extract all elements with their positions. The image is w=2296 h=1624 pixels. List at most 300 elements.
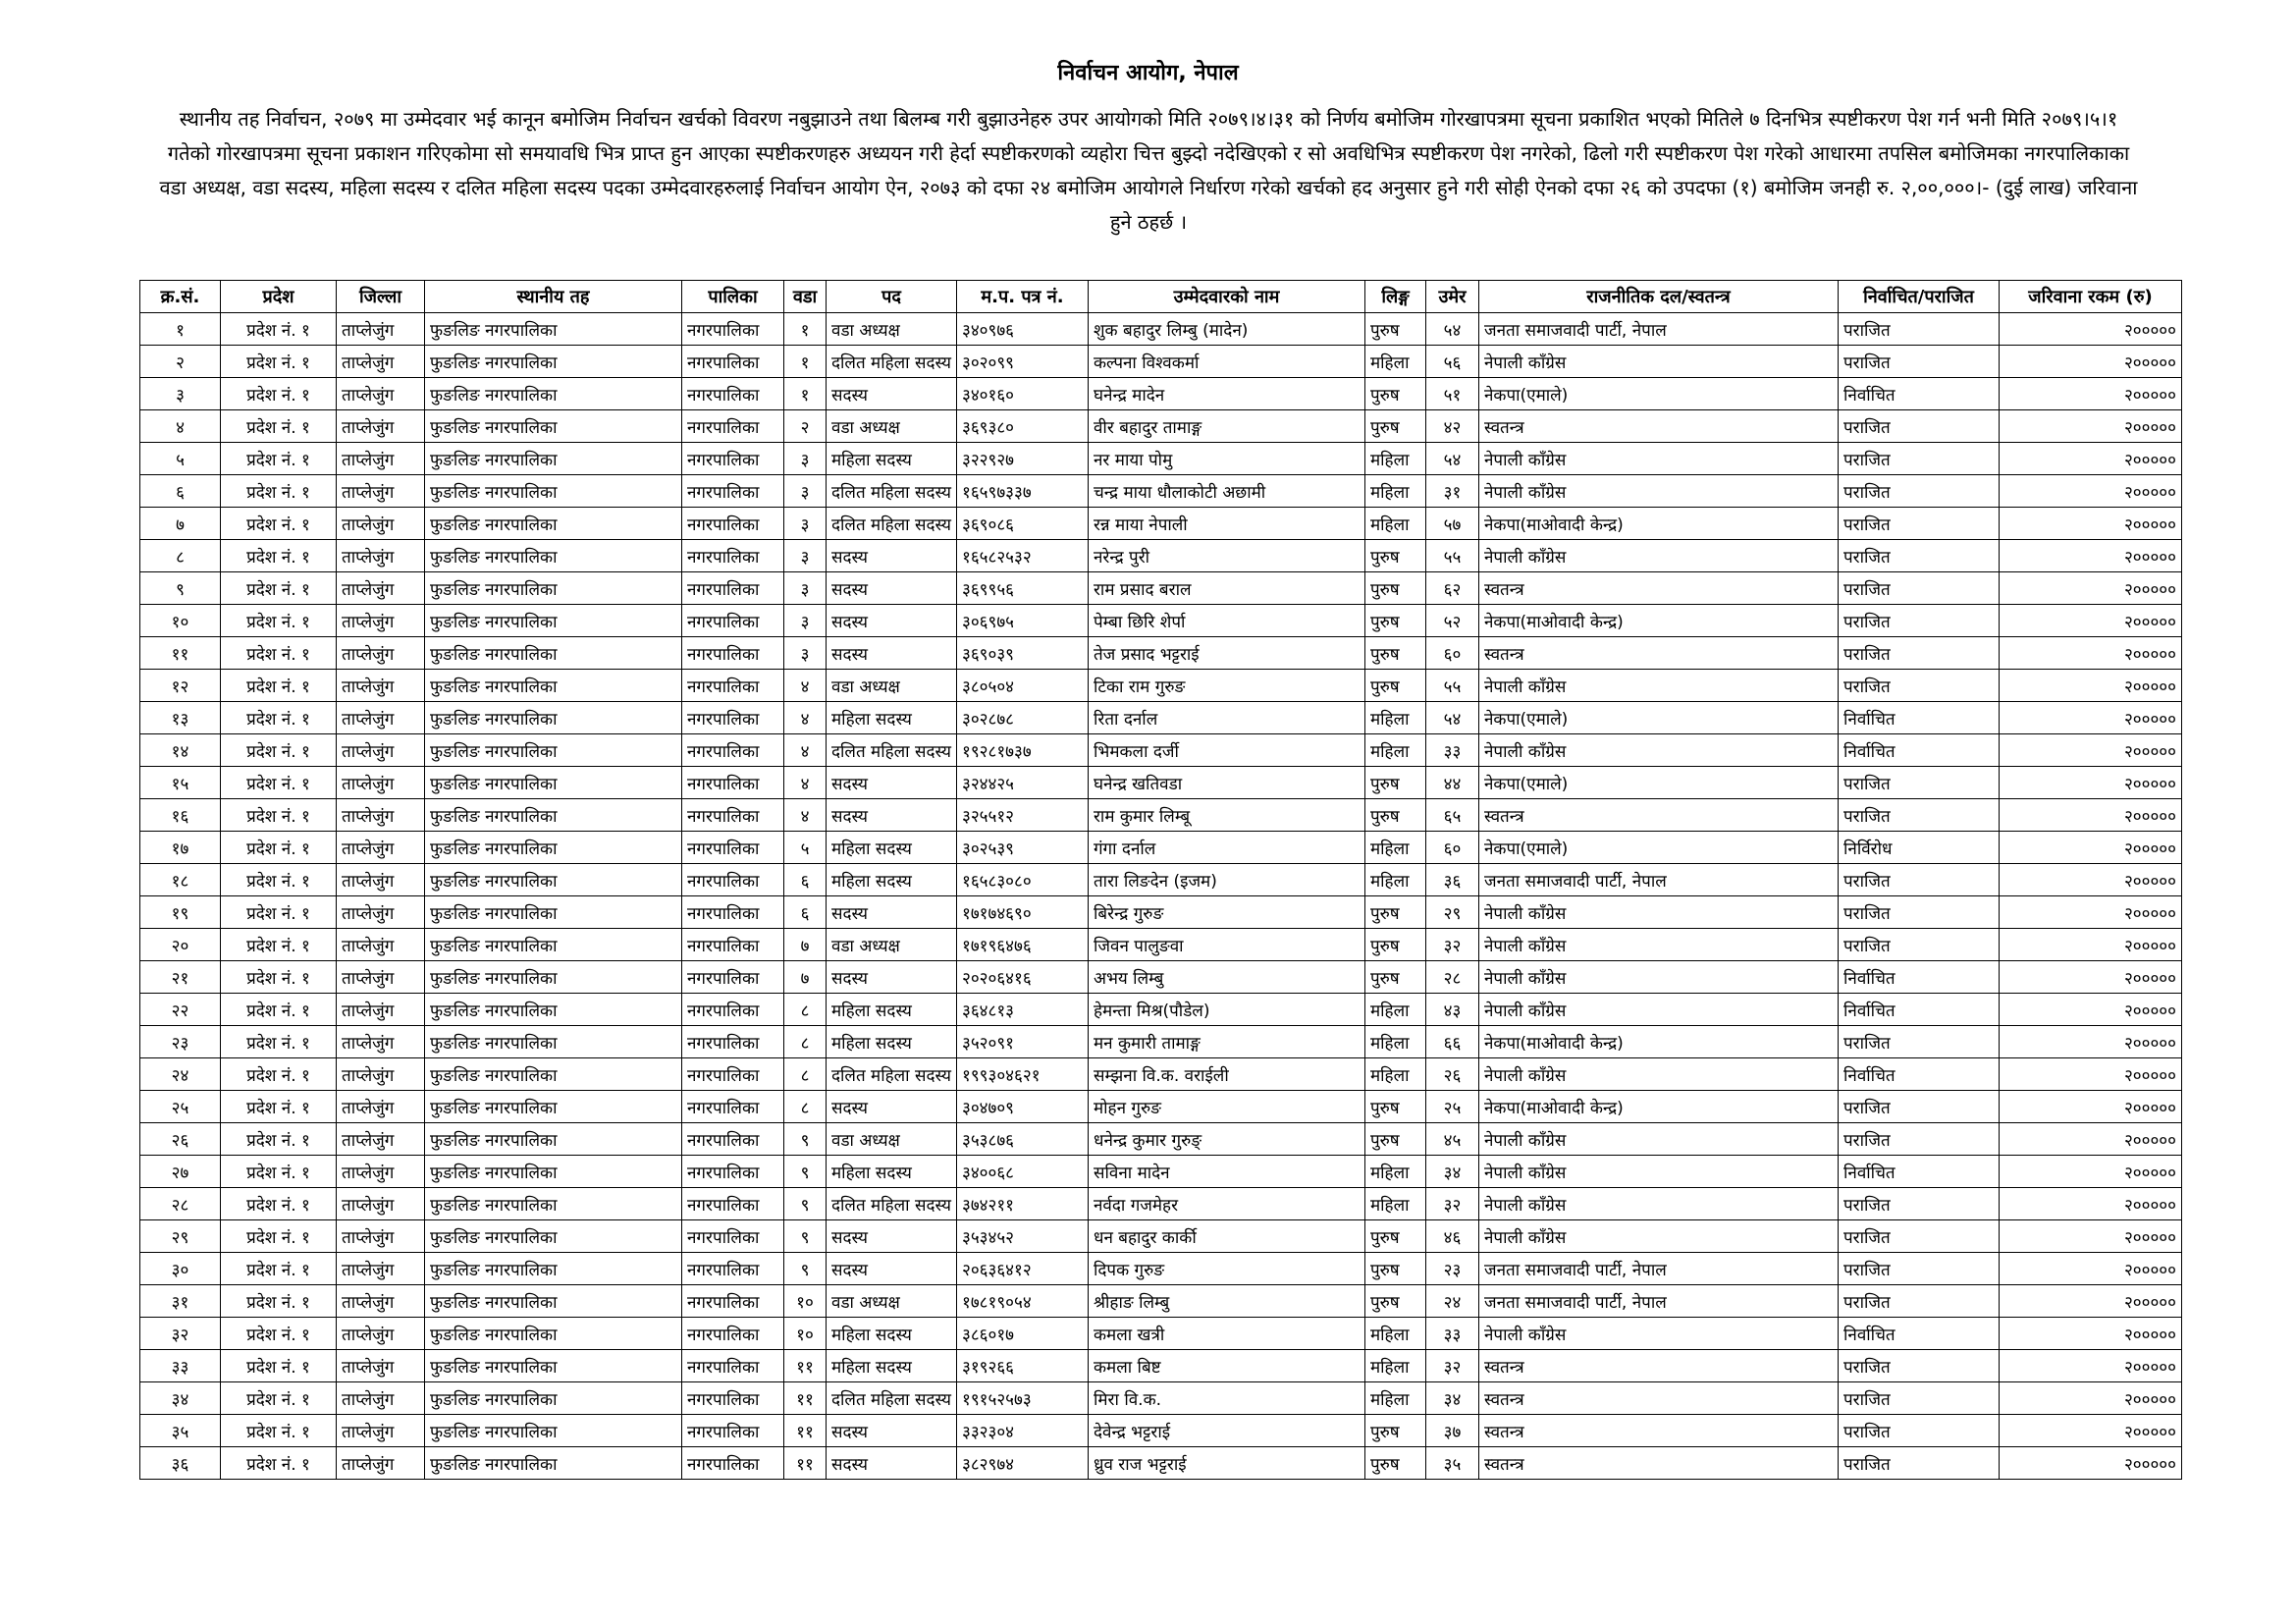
serial-cell: २७ (140, 1156, 221, 1188)
ballot-no-cell: ३६४८१३ (956, 994, 1088, 1026)
age-cell: ३२ (1425, 1350, 1478, 1382)
table-row (140, 410, 2182, 443)
fine-amount-cell: २००००० (1999, 572, 2181, 605)
post-cell: दलित महिला सदस्य (827, 508, 957, 540)
age-cell: ५४ (1425, 443, 1478, 475)
ballot-no-cell: ३६९३८० (956, 410, 1088, 443)
gender-cell: पुरुष (1364, 1253, 1425, 1285)
result-cell: निर्वाचित (1838, 702, 1999, 734)
age-cell: ३७ (1425, 1415, 1478, 1447)
ballot-no-cell: १७१९६४७६ (956, 929, 1088, 961)
result-header: निर्वाचित/पराजित (1838, 281, 1999, 313)
gender-cell: पुरुष (1364, 637, 1425, 670)
candidate-name-cell: चन्द्र माया धौलाकोटी अछामी (1088, 475, 1364, 508)
province-cell: प्रदेश नं. १ (221, 313, 337, 346)
gender-cell: पुरुष (1364, 961, 1425, 994)
local-level-cell: फुङलिङ नगरपालिका (425, 1318, 682, 1350)
gender-cell: महिला (1364, 832, 1425, 864)
palika-cell: नगरपालिका (682, 346, 784, 378)
local-level-cell: फुङलिङ नगरपालिका (425, 572, 682, 605)
district-cell: ताप्लेजुंग (337, 1220, 425, 1253)
candidate-name-cell: शुक बहादुर लिम्बु (मादेन) (1088, 313, 1364, 346)
local-level-cell: फुङलिङ नगरपालिका (425, 475, 682, 508)
ward-cell: ३ (784, 508, 827, 540)
ward-cell: ८ (784, 1026, 827, 1058)
result-cell: पराजित (1838, 475, 1999, 508)
province-cell: प्रदेश नं. १ (221, 540, 337, 572)
ballot-no-cell: ३८०५०४ (956, 670, 1088, 702)
party-cell: नेपाली काँग्रेस (1478, 1318, 1838, 1350)
local-level-cell: फुङलिङ नगरपालिका (425, 637, 682, 670)
candidate-name-cell: धनेन्द्र कुमार गुरुङ् (1088, 1123, 1364, 1156)
gender-cell: पुरुष (1364, 1123, 1425, 1156)
post-cell: सदस्य (827, 1415, 957, 1447)
ward-cell: ११ (784, 1447, 827, 1480)
candidate-name-cell: कमला खत्री (1088, 1318, 1364, 1350)
result-cell: पराजित (1838, 799, 1999, 832)
ward-cell: ४ (784, 767, 827, 799)
age-cell: ४६ (1425, 1220, 1478, 1253)
province-cell: प्रदेश नं. १ (221, 1058, 337, 1091)
candidate-name-cell: गंगा दर्नाल (1088, 832, 1364, 864)
age-cell: ६० (1425, 832, 1478, 864)
post-cell: वडा अध्यक्ष (827, 1123, 957, 1156)
province-cell: प्रदेश नं. १ (221, 799, 337, 832)
fine-amount-cell: २००००० (1999, 1188, 2181, 1220)
fine-amount-cell: २००००० (1999, 832, 2181, 864)
candidate-name-cell: मोहन गुरुङ (1088, 1091, 1364, 1123)
fine-amount-cell: २००००० (1999, 637, 2181, 670)
post-cell: वडा अध्यक्ष (827, 410, 957, 443)
result-cell: पराजित (1838, 896, 1999, 929)
palika-cell: नगरपालिका (682, 1447, 784, 1480)
party-cell: नेपाली काँग्रेस (1478, 443, 1838, 475)
fine-amount-cell: २००००० (1999, 1220, 2181, 1253)
palika-cell: नगरपालिका (682, 1285, 784, 1318)
ward-cell: ११ (784, 1382, 827, 1415)
fine-amount-cell: २००००० (1999, 994, 2181, 1026)
fine-amount-cell: २००००० (1999, 1350, 2181, 1382)
fine-amount-cell: २००००० (1999, 1058, 2181, 1091)
age-cell: ५२ (1425, 605, 1478, 637)
ballot-no-cell: ३६९०८६ (956, 508, 1088, 540)
candidate-name-cell: रन्न माया नेपाली (1088, 508, 1364, 540)
candidate-name-cell: घनेन्द्र मादेन (1088, 378, 1364, 410)
local-level-cell: फुङलिङ नगरपालिका (425, 605, 682, 637)
age-cell: ५५ (1425, 670, 1478, 702)
district-cell: ताप्लेजुंग (337, 1382, 425, 1415)
ballot-no-cell: १९२८१७३७ (956, 734, 1088, 767)
age-cell: ३४ (1425, 1156, 1478, 1188)
intro-paragraph: स्थानीय तह निर्वाचन, २०७९ मा उम्मेदवार भई कानून बमोजिम निर्वाचन खर्चको विवरण नबुझाउने तथा बिलम्ब गरी बुझाउनेहरु उपर आयोगको मिति २०७९।४।३१ को निर्णय बमोजिम गोरखापत्रमा सूचना प्रकाशित भएको मितिले ७ दिनभित्र स्पष्टीकरण पेश गर्न भनी मिति २०७९।५।१ गतेको गोरखापत्रमा सूचना प्रकाशन गरिएकोमा सो समयावधि भित्र प्राप्त हुन आएका स्पष्टीकरणहरु अध्ययन गरी हेर्दा स्पष्टीकरणको व्यहोरा चित्त बुझ्दो नदेखिएको र सो अवधिभित्र स्पष्टीकरण पेश नगरेको, ढिलो गरी स्पष्टीकरण पेश गरेको आधारमा तपसिल बमोजिमका नगरपालिकाका वडा अध्यक्ष, वडा सदस्य, महिला सदस्य र दलित महिला सदस्य पदका उम्मेदवारहरुलाई निर्वाचन आयोग ऐन, २०७३ को दफा २४ बमोजिम आयोगले निर्धारण गरेको खर्चको हद अनुसार हुने गरी सोही ऐनको दफा २६ को उपदफा (१) बमोजिम जनही रु. २,००,०००।- (दुई लाख) जरिवाना हुने ठहर्छ । (159, 107, 2138, 234)
gender-cell: महिला (1364, 475, 1425, 508)
fine-amount-cell: २००००० (1999, 799, 2181, 832)
result-cell: निर्वाचित (1838, 1318, 1999, 1350)
ballot-no-cell: ३४०१६० (956, 378, 1088, 410)
local-level-cell: फुङलिङ नगरपालिका (425, 1156, 682, 1188)
result-cell: पराजित (1838, 1415, 1999, 1447)
ballot-no-cell: ३६९९५६ (956, 572, 1088, 605)
candidate-name-cell: कमला बिष्ट (1088, 1350, 1364, 1382)
palika-cell: नगरपालिका (682, 1058, 784, 1091)
province-cell: प्रदेश नं. १ (221, 896, 337, 929)
province-cell: प्रदेश नं. १ (221, 605, 337, 637)
serial-cell: १७ (140, 832, 221, 864)
gender-cell: पुरुष (1364, 378, 1425, 410)
gender-cell: पुरुष (1364, 1285, 1425, 1318)
local-level-cell: फुङलिङ नगरपालिका (425, 540, 682, 572)
palika-cell: नगरपालिका (682, 1091, 784, 1123)
district-cell: ताप्लेजुंग (337, 1285, 425, 1318)
post-cell: महिला सदस्य (827, 994, 957, 1026)
province-cell: प्रदेश नं. १ (221, 475, 337, 508)
province-cell: प्रदेश नं. १ (221, 1318, 337, 1350)
age-cell: ३३ (1425, 734, 1478, 767)
district-cell: ताप्लेजुंग (337, 1058, 425, 1091)
result-cell: पराजित (1838, 605, 1999, 637)
palika-header: पालिका (682, 281, 784, 313)
serial-cell: १३ (140, 702, 221, 734)
party-cell: नेपाली काँग्रेस (1478, 1188, 1838, 1220)
candidate-name-cell: धन बहादुर कार्की (1088, 1220, 1364, 1253)
ward-cell: ३ (784, 475, 827, 508)
post-cell: सदस्य (827, 572, 957, 605)
district-cell: ताप्लेजुंग (337, 572, 425, 605)
ballot-no-cell: १६५८३०८० (956, 864, 1088, 896)
serial-cell: २२ (140, 994, 221, 1026)
province-cell: प्रदेश नं. १ (221, 1415, 337, 1447)
local-level-cell: फुङलिङ नगरपालिका (425, 1285, 682, 1318)
table-row (140, 1058, 2182, 1091)
palika-cell: नगरपालिका (682, 313, 784, 346)
ward-cell: ५ (784, 832, 827, 864)
serial-cell: १५ (140, 767, 221, 799)
ward-cell: ९ (784, 1156, 827, 1188)
local-level-cell: फुङलिङ नगरपालिका (425, 1350, 682, 1382)
table-row (140, 929, 2182, 961)
gender-cell: पुरुष (1364, 1415, 1425, 1447)
gender-cell: महिला (1364, 508, 1425, 540)
serial-cell: २५ (140, 1091, 221, 1123)
party-cell: नेकपा(माओवादी केन्द्र) (1478, 508, 1838, 540)
ward-cell: ९ (784, 1253, 827, 1285)
province-cell: प्रदेश नं. १ (221, 1123, 337, 1156)
ballot-no-cell: ३८२९७४ (956, 1447, 1088, 1480)
party-cell: नेपाली काँग्रेस (1478, 1058, 1838, 1091)
post-cell: सदस्य (827, 799, 957, 832)
local-level-cell: फुङलिङ नगरपालिका (425, 1188, 682, 1220)
local-level-cell: फुङलिङ नगरपालिका (425, 1123, 682, 1156)
party-cell: नेकपा(माओवादी केन्द्र) (1478, 1091, 1838, 1123)
palika-cell: नगरपालिका (682, 637, 784, 670)
age-cell: ६२ (1425, 572, 1478, 605)
ballot-no-cell: २०२०६४१६ (956, 961, 1088, 994)
age-cell: ५५ (1425, 540, 1478, 572)
fine-amount-cell: २००००० (1999, 1285, 2181, 1318)
age-cell: ४३ (1425, 994, 1478, 1026)
age-cell: ३२ (1425, 929, 1478, 961)
palika-cell: नगरपालिका (682, 1156, 784, 1188)
ward-cell: ९ (784, 1220, 827, 1253)
age-cell: ५७ (1425, 508, 1478, 540)
gender-cell: पुरुष (1364, 767, 1425, 799)
table-row (140, 637, 2182, 670)
province-cell: प्रदेश नं. १ (221, 508, 337, 540)
local-level-cell: फुङलिङ नगरपालिका (425, 508, 682, 540)
candidate-name-cell: टिका राम गुरुङ (1088, 670, 1364, 702)
serial-cell: ३४ (140, 1382, 221, 1415)
local-level-cell: फुङलिङ नगरपालिका (425, 378, 682, 410)
post-cell: सदस्य (827, 605, 957, 637)
gender-cell: पुरुष (1364, 540, 1425, 572)
ballot-no-cell: १७१७४६९० (956, 896, 1088, 929)
palika-cell: नगरपालिका (682, 410, 784, 443)
province-cell: प्रदेश नं. १ (221, 1188, 337, 1220)
post-cell: महिला सदस्य (827, 832, 957, 864)
result-cell: पराजित (1838, 443, 1999, 475)
gender-cell: महिला (1364, 1350, 1425, 1382)
ward-cell: ७ (784, 961, 827, 994)
gender-cell: महिला (1364, 1382, 1425, 1415)
candidate-name-cell: ध्रुव राज भट्टराई (1088, 1447, 1364, 1480)
ballot-no-cell: ३८६०१७ (956, 1318, 1088, 1350)
ward-cell: २ (784, 410, 827, 443)
candidate-name-cell: दिपक गुरुङ (1088, 1253, 1364, 1285)
fine-amount-cell: २००००० (1999, 1026, 2181, 1058)
ward-cell: ३ (784, 605, 827, 637)
result-cell: पराजित (1838, 1253, 1999, 1285)
fine-amount-cell: २००००० (1999, 1415, 2181, 1447)
ballot-no-cell: ३२२९२७ (956, 443, 1088, 475)
party-cell: नेपाली काँग्रेस (1478, 929, 1838, 961)
result-cell: पराजित (1838, 929, 1999, 961)
party-cell: नेपाली काँग्रेस (1478, 475, 1838, 508)
post-cell: सदस्य (827, 896, 957, 929)
district-cell: ताप्लेजुंग (337, 1447, 425, 1480)
gender-cell: पुरुष (1364, 313, 1425, 346)
province-cell: प्रदेश नं. १ (221, 637, 337, 670)
fine-amount-cell: २००००० (1999, 1447, 2181, 1480)
serial-cell: ३६ (140, 1447, 221, 1480)
candidate-name-cell: राम प्रसाद बराल (1088, 572, 1364, 605)
local-level-cell: फुङलिङ नगरपालिका (425, 994, 682, 1026)
gender-cell: पुरुष (1364, 799, 1425, 832)
candidate-name-cell: अभय लिम्बु (1088, 961, 1364, 994)
serial-cell: ३१ (140, 1285, 221, 1318)
result-cell: पराजित (1838, 572, 1999, 605)
candidate-name-cell: पेम्बा छिरि शेर्पा (1088, 605, 1364, 637)
gender-cell: पुरुष (1364, 1091, 1425, 1123)
province-cell: प्रदेश नं. १ (221, 1447, 337, 1480)
ward-cell: ३ (784, 572, 827, 605)
party-cell: नेपाली काँग्रेस (1478, 896, 1838, 929)
result-cell: पराजित (1838, 1091, 1999, 1123)
palika-cell: नगरपालिका (682, 443, 784, 475)
serial-cell: २८ (140, 1188, 221, 1220)
fine-amount-cell: २००००० (1999, 734, 2181, 767)
fine-amount-cell: २००००० (1999, 508, 2181, 540)
gender-cell: महिला (1364, 1318, 1425, 1350)
district-cell: ताप्लेजुंग (337, 670, 425, 702)
age-cell: ३१ (1425, 475, 1478, 508)
gender-cell: पुरुष (1364, 1447, 1425, 1480)
ward-cell: ४ (784, 670, 827, 702)
gender-cell: महिला (1364, 1188, 1425, 1220)
local-level-cell: फुङलिङ नगरपालिका (425, 410, 682, 443)
local-level-cell: फुङलिङ नगरपालिका (425, 734, 682, 767)
party-cell: नेकपा(एमाले) (1478, 378, 1838, 410)
province-header: प्रदेश (221, 281, 337, 313)
ballot-no-cell: ३४००६८ (956, 1156, 1088, 1188)
post-cell: दलित महिला सदस्य (827, 734, 957, 767)
serial-cell: २६ (140, 1123, 221, 1156)
fine-amount-cell: २००००० (1999, 1253, 2181, 1285)
district-cell: ताप्लेजुंग (337, 994, 425, 1026)
party-cell: नेपाली काँग्रेस (1478, 346, 1838, 378)
age-cell: ४५ (1425, 1123, 1478, 1156)
candidate-name-cell: तेज प्रसाद भट्टराई (1088, 637, 1364, 670)
ward-cell: ६ (784, 896, 827, 929)
ward-cell: १० (784, 1318, 827, 1350)
post-cell: महिला सदस्य (827, 864, 957, 896)
post-cell: वडा अध्यक्ष (827, 929, 957, 961)
local-level-cell: फुङलिङ नगरपालिका (425, 702, 682, 734)
ward-cell: ९ (784, 1188, 827, 1220)
district-cell: ताप्लेजुंग (337, 637, 425, 670)
result-cell: निर्वाचित (1838, 1058, 1999, 1091)
post-cell: सदस्य (827, 961, 957, 994)
result-cell: पराजित (1838, 1026, 1999, 1058)
post-cell: महिला सदस्य (827, 702, 957, 734)
party-cell: नेपाली काँग्रेस (1478, 1156, 1838, 1188)
table-row (140, 864, 2182, 896)
palika-cell: नगरपालिका (682, 1220, 784, 1253)
local-level-cell: फुङलिङ नगरपालिका (425, 1026, 682, 1058)
ballot-no-cell: ३०४७०९ (956, 1091, 1088, 1123)
palika-cell: नगरपालिका (682, 1415, 784, 1447)
district-cell: ताप्लेजुंग (337, 410, 425, 443)
party-cell: जनता समाजवादी पार्टी, नेपाल (1478, 313, 1838, 346)
serial-cell: ३२ (140, 1318, 221, 1350)
post-cell: दलित महिला सदस्य (827, 1058, 957, 1091)
district-cell: ताप्लेजुंग (337, 864, 425, 896)
district-cell: ताप्लेजुंग (337, 799, 425, 832)
age-cell: ४२ (1425, 410, 1478, 443)
ward-cell: ७ (784, 929, 827, 961)
serial-cell: १८ (140, 864, 221, 896)
ward-cell: ३ (784, 443, 827, 475)
fine-amount-cell: २००००० (1999, 1382, 2181, 1415)
district-cell: ताप्लेजुंग (337, 378, 425, 410)
ballot-no-cell: १६५९७३३७ (956, 475, 1088, 508)
candidate-name-header: उम्मेदवारको नाम (1088, 281, 1364, 313)
result-cell: पराजित (1838, 1285, 1999, 1318)
fine-amount-cell: २००००० (1999, 475, 2181, 508)
ballot-no-cell: ३६९०३९ (956, 637, 1088, 670)
district-cell: ताप्लेजुंग (337, 961, 425, 994)
party-header: राजनीतिक दल/स्वतन्त्र (1478, 281, 1838, 313)
serial-cell: ३५ (140, 1415, 221, 1447)
party-cell: नेपाली काँग्रेस (1478, 961, 1838, 994)
candidate-name-cell: घनेन्द्र खतिवडा (1088, 767, 1364, 799)
age-cell: ५४ (1425, 702, 1478, 734)
province-cell: प्रदेश नं. १ (221, 1156, 337, 1188)
province-cell: प्रदेश नं. १ (221, 1285, 337, 1318)
result-cell: पराजित (1838, 1188, 1999, 1220)
province-cell: प्रदेश नं. १ (221, 346, 337, 378)
result-cell: निर्वाचित (1838, 1156, 1999, 1188)
party-cell: नेकपा(माओवादी केन्द्र) (1478, 605, 1838, 637)
post-cell: दलित महिला सदस्य (827, 1382, 957, 1415)
serial-cell: २४ (140, 1058, 221, 1091)
fine-amount-cell: २००००० (1999, 670, 2181, 702)
post-cell: सदस्य (827, 1220, 957, 1253)
ballot-no-cell: ३५२०९१ (956, 1026, 1088, 1058)
candidate-name-cell: रिता दर्नाल (1088, 702, 1364, 734)
ballot-no-cell: २०६३६४१२ (956, 1253, 1088, 1285)
district-cell: ताप्लेजुंग (337, 1123, 425, 1156)
ward-cell: ११ (784, 1415, 827, 1447)
district-header: जिल्ला (337, 281, 425, 313)
ballot-no-cell: ३५३८७६ (956, 1123, 1088, 1156)
local-level-cell: फुङलिङ नगरपालिका (425, 1415, 682, 1447)
ward-cell: ३ (784, 540, 827, 572)
palika-cell: नगरपालिका (682, 1350, 784, 1382)
palika-cell: नगरपालिका (682, 864, 784, 896)
local-level-cell: फुङलिङ नगरपालिका (425, 832, 682, 864)
post-cell: सदस्य (827, 1253, 957, 1285)
table-header-row (140, 281, 2182, 313)
age-header: उमेर (1425, 281, 1478, 313)
age-cell: ३४ (1425, 1382, 1478, 1415)
palika-cell: नगरपालिका (682, 799, 784, 832)
table-row (140, 378, 2182, 410)
ballot-no-cell: ३०२५३९ (956, 832, 1088, 864)
table-row (140, 1415, 2182, 1447)
post-cell: महिला सदस्य (827, 1156, 957, 1188)
ballot-no-cell: ३०६९७५ (956, 605, 1088, 637)
candidate-name-cell: हेमन्ता मिश्र(पौडेल) (1088, 994, 1364, 1026)
result-cell: पराजित (1838, 637, 1999, 670)
table-body (140, 313, 2182, 1480)
local-level-cell: फुङलिङ नगरपालिका (425, 1253, 682, 1285)
gender-cell: पुरुष (1364, 410, 1425, 443)
palika-cell: नगरपालिका (682, 1123, 784, 1156)
district-cell: ताप्लेजुंग (337, 929, 425, 961)
party-cell: नेकपा(एमाले) (1478, 767, 1838, 799)
province-cell: प्रदेश नं. १ (221, 929, 337, 961)
age-cell: ४४ (1425, 767, 1478, 799)
result-cell: पराजित (1838, 1123, 1999, 1156)
party-cell: नेपाली काँग्रेस (1478, 670, 1838, 702)
result-cell: पराजित (1838, 313, 1999, 346)
serial-cell: १६ (140, 799, 221, 832)
serial-cell: २९ (140, 1220, 221, 1253)
party-cell: नेपाली काँग्रेस (1478, 734, 1838, 767)
ballot-no-cell: ३२५५१२ (956, 799, 1088, 832)
table-row (140, 1253, 2182, 1285)
serial-cell: ४ (140, 410, 221, 443)
local-level-cell: फुङलिङ नगरपालिका (425, 670, 682, 702)
table-row (140, 443, 2182, 475)
age-cell: ५१ (1425, 378, 1478, 410)
party-cell: स्वतन्त्र (1478, 1447, 1838, 1480)
age-cell: २९ (1425, 896, 1478, 929)
ward-cell: ११ (784, 1350, 827, 1382)
district-cell: ताप्लेजुंग (337, 1318, 425, 1350)
table-row (140, 313, 2182, 346)
district-cell: ताप्लेजुंग (337, 1156, 425, 1188)
